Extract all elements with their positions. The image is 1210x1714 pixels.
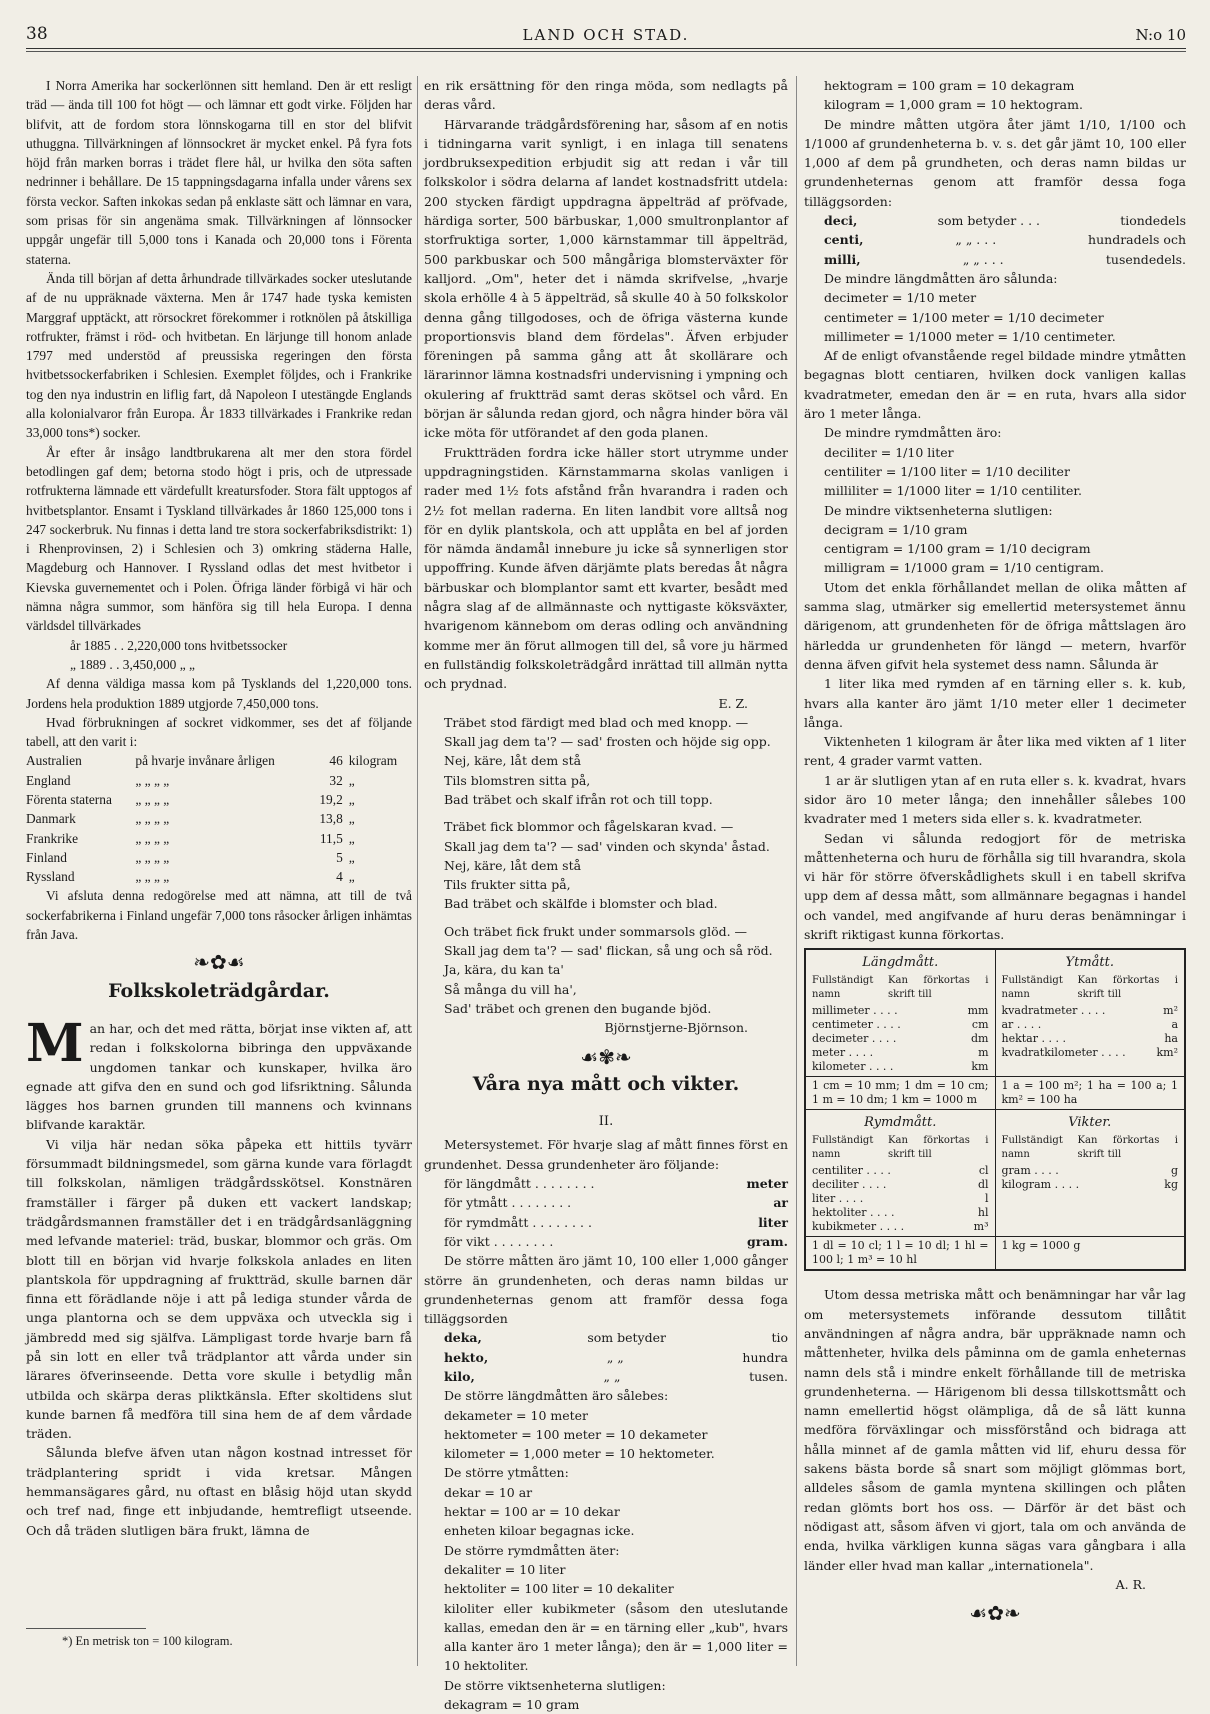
unit-name: liter — [758, 1214, 788, 1230]
full-name: decimeter . . . . — [812, 1032, 897, 1046]
full-name: gram . . . . — [1001, 1164, 1059, 1178]
value-cell: 13,8 — [319, 811, 343, 827]
text-line: dekaliter = 10 liter — [444, 1561, 566, 1577]
text-line: hektoliter = 100 liter = 10 dekaliter — [444, 1581, 674, 1597]
unit-table-row — [1002, 1004, 1179, 1018]
full-name: centiliter . . . . — [812, 1164, 891, 1178]
poem-line: Skall jag dem ta'? — sad' flickan, så ung och så röd. — [444, 943, 773, 959]
unit-table-row — [1002, 1032, 1179, 1046]
table-row — [26, 790, 412, 809]
prefix-list — [424, 1328, 788, 1386]
prefix-row — [824, 230, 1186, 249]
section-number: II. — [598, 1114, 614, 1130]
prefix-value: tio — [771, 1330, 788, 1346]
poem-line: Så många du vill ha', — [444, 981, 577, 997]
full-name: centimeter . . . . — [812, 1018, 901, 1032]
production-line: „ 1889 . . 3,450,000 „ „ — [70, 656, 195, 672]
table-row — [26, 867, 412, 886]
length-table: Längdmått. Fullständigt namn Kan förkortas i skrift till millimeter . . . . mm centimeter . . . . cm decimeter . . . . dm meter . . . . m kilometer . . . . km — [812, 955, 989, 1074]
article-paragraph: en rik ersättning för den ringa möda, som nedlagts på deras vård. — [424, 78, 788, 113]
area-note: 1 a = 100 m²; 1 ha = 100 a; 1 km² = 100 ha — [995, 1077, 1185, 1109]
unit-lines — [804, 76, 1186, 211]
text-line: De mindre måtten utgöra åter jämt 1/10, 1/100 och 1/1000 af grundenheterna b. v. s. det går jämt 10, 100 eller 1,000 af dem på grundheten, och deras namn bildas ur grundenheternas genom att framför dessa foga tilläggsorden: — [804, 116, 1186, 209]
prefix-row — [444, 1348, 788, 1367]
poem-line: Ja, kära, du kan ta' — [444, 962, 564, 978]
article-paragraph: Sålunda blefve äfven utan någon kostnad intresset för trädplantering spridt i vida kretsar. Mången hemmansägares gård, nu oftast en blåsig höjd utan skydd och tref nad, finge ett inbjudande, hemtrefligt utseende. Och då träden slutligen bära frukt, lämna de — [26, 1445, 412, 1538]
unit-table-row — [812, 1220, 989, 1234]
prefix-row — [824, 250, 1186, 269]
abbreviation: cl — [978, 1164, 989, 1178]
poem-line: Träbet stod färdigt med blad och med knopp. — — [444, 714, 749, 730]
prefix-meaning: som betyder . . . — [937, 213, 1041, 229]
value-cell: 19,2 — [319, 791, 343, 807]
unit-name: meter — [746, 1176, 788, 1192]
text-line: Af de enligt ofvanstående regel bildade mindre ytmåtten begagnas blott centiaren, hvilken dock vanligen kallas kvadratmeter, emedan den är = en ruta, hvars alla sidor äro 1 meter långa. — [804, 348, 1186, 422]
unit-label: för ytmått . . . . . . . . — [444, 1195, 572, 1211]
article-paragraph: Vi vilja här nedan söka påpeka ett hittils tyvärr försummadt bildningsmedel, som gärna kunde vara förlagdt till folkskolan, nämligen trädgårdsskötsel. Konstnären framställer i färger på duken ett vackert landskap; trädgårdsmannen framställer det i en trädgårdsanläggning med lefvande materiel: träd, buskar, blommor och gräs. Om blott till en början vid hvarje folkskola anlades en liten plantskola för uppdragning af fruktträd, skulle barnen där finna ett förädlande nöje i att på lediga stunder vårda de unga plantorna och se dem uppväxa och utveckla sig i jämbredd med sig själfva. Lämpligast torde hvarje barn få på sin lott en eller två trädplantor att vårda under sin lärares öfverinseende. Detta vore skulle i betydlig mån utbilda och skärpa deras pliktkänsla. Efter skoltidens slut kunde barnen få medföra till sina hem de af dem vårdade träden. — [26, 1136, 412, 1442]
text-line: kilometer = 1,000 meter = 10 hektometer. — [444, 1446, 715, 1462]
poem-line: Nej, käre, låt dem stå — [444, 753, 582, 769]
ornament-icon: ❧✿☙ — [193, 952, 245, 975]
signature: E. Z. — [718, 695, 748, 711]
prefix-value: tiondedels — [1120, 213, 1186, 229]
column-divider-2 — [796, 76, 797, 1666]
unit-cell: „ — [348, 849, 355, 865]
unit-cell: „ — [348, 772, 355, 788]
text-line: Sedan vi sålunda redogjort för de metriska måttenheterna och huru de förhålla sig till hvarandra, skola vi här för större öfverskådlighets skull i en tabell skrifva upp dem af dessa mått, som allmännare begagnas i handel och vandel, med angifvande af huru deras benämningar i skrift riktigast kunna förkortas. — [804, 830, 1186, 943]
poem-line: Sad' träbet och grenen den bugande bjöd. — [444, 1000, 712, 1016]
value-cell: 46 — [329, 753, 343, 769]
text-line: centimeter = 1/100 meter = 1/10 decimeter — [824, 309, 1104, 325]
text-line: milliliter = 1/1000 liter = 1/10 centiliter. — [824, 483, 1082, 499]
unit-cell: „ — [348, 869, 355, 885]
unit-table-row — [1002, 1178, 1179, 1192]
abbreviation: ha — [1164, 1032, 1178, 1046]
units-table — [804, 948, 1186, 1271]
text-line: De mindre viktsenheterna slutligen: — [824, 502, 1053, 518]
column-2 — [424, 76, 788, 1714]
article-paragraph: Utom dessa metriska mått och benämningar har vår lag om metersystemets införande dessutom tillåtit användningen af några andra, bär uppräknade namn och måttenheter, hvilka dels påminna om de gamla enheternas namn dels stå i mindre enkelt förhållande till de metriska grundenheterna. — Härigenom bli dessa tillskottsmått och namn emellertid högst olämpliga, då de så lätt kunna medföra förväxlingar och missförstånd och bidraga att hålla minnet af de gamla måtten vid lif, ehuru dessa för sakens bästa borde så snart som möjligt glömmas bort, alldeles såsom de gamla myntena skillingen och plåten redan glömts bort hos oss. — Därför är det bäst och nödigast att, såsom äfven vi gjort, tala om och använda de enda, hvilka värkligen kunna sägas vara gångbara i alla länder eller hvad man kallar „internationela". — [804, 1287, 1186, 1573]
column-3 — [804, 76, 1186, 1631]
poem-line: Nej, käre, låt dem stå — [444, 857, 582, 873]
abbreviation: m³ — [973, 1220, 989, 1234]
signature: Björnstjerne-Björnson. — [604, 1020, 748, 1036]
text-line: hektometer = 100 meter = 10 dekameter — [444, 1426, 708, 1442]
footnote: *) En metrisk ton = 100 kilogram. — [62, 1634, 233, 1648]
text-line: deciliter = 1/10 liter — [824, 444, 954, 460]
country-cell: Ryssland — [26, 869, 75, 885]
unit-table-row — [812, 1060, 989, 1074]
text-cell: „ „ „ „ — [135, 772, 170, 788]
prefix-name: deka, — [444, 1330, 482, 1346]
text-line: Viktenheten 1 kilogram är åter lika med vikten af 1 liter rent, 4 grader varmt vatten. — [804, 734, 1186, 769]
text-line: hektogram = 100 gram = 10 dekagram — [824, 78, 1075, 93]
abbreviation: m² — [1163, 1004, 1178, 1018]
weight-note: 1 kg = 1000 g — [995, 1237, 1185, 1269]
text-line: kiloliter eller kubikmeter (såsom den uteslutande kallas, emedan den är = en tärning eller „kub", hvars alla kanter äro 1 meter långa); den är = 1,000 liter = 10 hektoliter. — [444, 1600, 788, 1674]
unit-table-row — [812, 1192, 989, 1206]
value-cell: 32 — [329, 772, 343, 788]
article-paragraph: I Norra Amerika har sockerlönnen sitt hemland. Den är ett resligt träd — ända till 100 fot högt — och lämnar ett godt virke. Följden har blifvit, att de fordom stora lönnskogarna till en stor del blifvit uthuggna. Tillvärkningen af lönnsockret är mycket enkel. På fyra fots höjd från marken borras i trädet flere hål, ur hvilka den söta saften nedrinner i behållare. De 15 tappningsdagarna infalla under vårens sex första veckor. Saften inkokas sedan på enklaste sätt och lämnar en vara, som prisas för sin angenäma smak. Tillvärkningen af lönnsocker uppgår ungefär till 5,000 tons i Kanada och 20,000 tons i Förenta staterna. — [26, 78, 412, 267]
text-line: centiliter = 1/100 liter = 1/10 deciliter — [824, 463, 1070, 479]
unit-row — [444, 1174, 788, 1193]
poem — [424, 713, 788, 1018]
text-line: kilogram = 1,000 gram = 10 hektogram. — [824, 97, 1083, 113]
poem-line: Skall jag dem ta'? — sad' vinden och skynda' åstad. — [444, 838, 770, 854]
poem-line: Tils blomstren sitta på, — [444, 772, 591, 788]
text-line: hektar = 100 ar = 10 dekar — [444, 1504, 620, 1520]
prefix-name: kilo, — [444, 1369, 475, 1384]
text-cell: „ „ „ „ — [135, 869, 170, 885]
prefix-value: tusendedels. — [1105, 251, 1186, 267]
abbreviation: hl — [977, 1206, 989, 1220]
prefix-value: hundra — [742, 1349, 788, 1365]
prefix-name: hekto, — [444, 1349, 489, 1365]
prefix-value: tusen. — [749, 1369, 788, 1384]
consumption-table — [26, 751, 412, 886]
signature: A. R. — [1115, 1576, 1146, 1592]
prefix-name: deci, — [824, 213, 858, 229]
unit-cell: „ — [348, 791, 355, 807]
abbreviation: cm — [971, 1018, 989, 1032]
weight-table: Vikter. Fullständigt namn Kan förkortas i skrift till gram . . . . g kilogram . . . . kg — [995, 1110, 1185, 1236]
abbreviation: km² — [1156, 1046, 1178, 1060]
article-paragraph: Ända till början af detta århundrade tillvärkades socker uteslutande af de nu uppräknade växterna. Men år 1747 hade tyska kemisten Marggraf upptäckt, att rörsockret förekommer i rotknölen på åtskilliga rotfrukter, främst i röd- och hvitbetan. En lärjunge till honom anlade 1797 med understöd af preussiska regeringen den första hvitbetssockerfabriken i Schlesien. Exemplet följdes, och i Frankrike tog den nya industrin en liflig fart, då Napoleon I utestängde Englands alla kolonialvaror från Europa. År 1833 tillvärkades i Frankrike redan 33,000 tons*) socker. — [26, 270, 412, 441]
abbreviation: km — [971, 1060, 989, 1074]
unit-table-row — [812, 1206, 989, 1220]
poem-line — [444, 914, 788, 922]
text-line: decigram = 1/10 gram — [824, 521, 968, 537]
article-heading: Våra nya mått och vikter. — [472, 1072, 740, 1095]
unit-row — [444, 1232, 788, 1251]
unit-name: gram. — [746, 1233, 788, 1249]
article-paragraph: Metersystemet. För hvarje slag af mått finnes först en grundenhet. Dessa grundenheter äro följande: — [424, 1137, 788, 1172]
table-row — [26, 751, 412, 770]
poem-line: Träbet fick blommor och fågelskaran kvad. — — [444, 819, 734, 835]
unit-label: för rymdmått . . . . . . . . — [444, 1214, 592, 1230]
text-line: Utom det enkla förhållandet mellan de olika måtten af samma slag, utmärker sig emellertid metersystemet ännu därigenom, att grundenheten för de öfriga måttslagen äro härledda ur grundenheten för längd — metern, hvarför denna äfven gifvit hela systemet dess namn. Sålunda är — [804, 579, 1186, 672]
poem-line — [444, 809, 788, 817]
prefix-value: hundradels och — [1088, 232, 1186, 248]
text-cell: „ „ „ „ — [135, 849, 170, 865]
table-row — [26, 829, 412, 848]
prefix-row — [444, 1328, 788, 1347]
abbreviation: kg — [1164, 1178, 1178, 1192]
unit-row — [444, 1193, 788, 1212]
full-name: hektar . . . . — [1001, 1032, 1066, 1046]
text-cell: „ „ „ „ — [135, 830, 170, 846]
unit-table-row — [1002, 1164, 1179, 1178]
text-line: De större viktsenheterna slutligen: — [444, 1677, 666, 1693]
full-name: kilometer . . . . — [812, 1060, 894, 1074]
production-line: år 1885 . . 2,220,000 tons hvitbetssocker — [70, 637, 288, 653]
full-name: kilogram . . . . — [1001, 1178, 1080, 1192]
article-paragraph: Man har, och det med rätta, börjat inse vikten af, att redan i folkskolorna bibringa den uppväxande ungdomen tankar och kunskaper, hvilka äro egnade att gifva den en sund och god lifsriktning. Sålunda lägges hos barnen grunden till mannens och kvinnans blifvande karaktär. — [26, 1012, 412, 1133]
newspaper-page — [26, 22, 1186, 1713]
text-line: dekameter = 10 meter — [444, 1407, 589, 1423]
full-name: deciliter . . . . — [812, 1178, 887, 1192]
full-name: millimeter . . . . — [812, 1004, 898, 1018]
volume-note: 1 dl = 10 cl; 1 l = 10 dl; 1 hl = 100 l; 1 m³ = 10 hl — [812, 1239, 989, 1267]
abbreviation: m — [978, 1046, 989, 1060]
article-heading: Folkskoleträdgårdar. — [108, 979, 330, 1002]
drop-cap: M — [26, 1012, 84, 1074]
country-cell: Frankrike — [26, 830, 79, 846]
full-name: ar . . . . — [1001, 1018, 1042, 1032]
country-cell: Förenta staterna — [26, 791, 112, 807]
country-cell: England — [26, 772, 71, 788]
text-line: milligram = 1/1000 gram = 1/10 centigram. — [824, 560, 1104, 576]
issue-number: N:o 10 — [1135, 26, 1186, 44]
text-line: enheten kiloar begagnas icke. — [444, 1523, 635, 1539]
ornament-icon: ☙✾❧ — [580, 1044, 632, 1069]
abbreviation: g — [1170, 1164, 1178, 1178]
prefix-meaning: som betyder — [587, 1330, 666, 1346]
unit-cell: „ — [348, 811, 355, 827]
unit-table-row — [812, 1032, 989, 1046]
unit-table-row — [812, 1046, 989, 1060]
unit-lines — [424, 1386, 788, 1714]
text-line: De större rymdmåtten äter: — [444, 1542, 620, 1558]
prefix-row — [444, 1367, 788, 1386]
unit-table-row — [812, 1018, 989, 1032]
article-paragraph: Härvarande trädgårdsförening har, såsom af en notis i tidningarna varit synligt, i en inlaga till senatens jordbruksexpedition erbjudit sig att redan i vår till folkskolor i södra delarna af landet kostnadsfritt utdela: 200 stycken färdigt uppdragna äppelträd af pröfvade, härdiga sorter, 500 bärbuskar, 1,000 smultronplantor af storfruktiga sorter, 1,000 kärnstammar till äppelträd, 500 parkbuskar och 500 mångåriga blomsterväxter för kalljord. „Om", heter det i nämda skrifvelse, „hvarje skola erhölle 4 à 5 äppelträd, så skulle 40 à 50 folkskolor denna gång tillgodoses, och de öfriga västerna kunde proportionsvis bland dem fördelas". Äfven erbjuder föreningen på samma gång att åt skollärare och lärarinnor lämna kostnadsfri undervisning i ympning och okulering af fruktträd samt deras skötsel och vård. En början är sålunda redan gjord, och några hinder böra väl icke möta för utförandet af den goda planen. — [424, 116, 788, 441]
full-name: kvadratkilometer . . . . — [1001, 1046, 1126, 1060]
full-name: meter . . . . — [812, 1046, 874, 1060]
article-paragraph: Fruktträden fordra icke häller stort utrymme under uppdragningstiden. Kärnstammarna skolas vanligen i rader med 1½ fots afstånd från hvarandra i raden och 2½ fot mellan raderna. En liten landbit vore alltså nog för en dylik plantskola, och att upplåta en bel af jorden för nämda ändamål innebure ju icke så synnerligen stor uppoffring. Kunde äfven därjämte plats beredas åt några bärbuskar och blomplantor samt ett kvarter, besådt med några slag af de allmännaste och nyttigaste köksväxter, hvarigenom kännebom om deras odling och användning komme mer än förut allmogen till del, så vore ju härmed en fullständig folkskoleträdgård inrättad till allmän nytta och prydnad. — [424, 444, 788, 692]
abbreviation: l — [984, 1192, 989, 1206]
prefix-row — [824, 211, 1186, 230]
text-line: dekar = 10 ar — [444, 1484, 533, 1500]
unit-label: för längdmått . . . . . . . . — [444, 1176, 595, 1192]
table-row — [26, 809, 412, 828]
header-rule-2 — [26, 51, 1186, 52]
value-cell: 11,5 — [319, 830, 343, 846]
column-divider-1 — [417, 76, 418, 1666]
text-line: millimeter = 1/1000 meter = 1/10 centimeter. — [824, 328, 1116, 344]
text-cell: „ „ „ „ — [135, 791, 170, 807]
prefix-name: milli, — [824, 251, 861, 267]
text-cell: på hvarje invånare årligen — [135, 753, 275, 769]
poem-line: Bad träbet och skalf ifrån rot och till topp. — [444, 791, 713, 807]
text-line: De större längdmåtten äro sålebes: — [444, 1388, 669, 1404]
value-cell: 4 — [336, 869, 343, 885]
prefix-meaning: „ „ . . . — [962, 251, 1004, 267]
poem-line: Och träbet fick frukt under sommarsols glöd. — — [444, 923, 748, 939]
article-paragraph: Af denna väldiga massa kom på Tysklands del 1,220,000 tons. Jordens hela produktion 1889 utgjorde 7,450,000 tons. — [26, 676, 412, 711]
text-line: 1 ar är slutligen ytan af en ruta eller s. k. kvadrat, hvars sidor äro 10 meter långa; den innehåller sålebes 100 kvadrater med 1 meters sida eller s. k. kvadratmeter. — [804, 772, 1186, 827]
full-name: kubikmeter . . . . — [812, 1220, 905, 1234]
text-line: decimeter = 1/10 meter — [824, 290, 977, 306]
prefix-list — [804, 211, 1186, 269]
unit-name: ar — [773, 1195, 788, 1211]
full-name: kvadratmeter . . . . — [1001, 1004, 1106, 1018]
length-note: 1 cm = 10 mm; 1 dm = 10 cm; 1 m = 10 dm; 1 km = 1000 m — [812, 1079, 989, 1107]
text-line: 1 liter lika med rymden af en tärning eller s. k. kub, hvars alla kanter äro jämt 1/10 meter eller 1 decimeter långa. — [804, 676, 1186, 730]
country-cell: Danmark — [26, 811, 76, 827]
text-line: De större ytmåtten: — [444, 1465, 569, 1481]
prefix-meaning: „ „ — [606, 1349, 624, 1365]
country-cell: Australien — [26, 753, 82, 769]
abbreviation: dm — [971, 1032, 989, 1046]
full-name: liter . . . . — [812, 1192, 864, 1206]
volume-table: Rymdmått. Fullständigt namn Kan förkortas i skrift till centiliter . . . . cl deciliter . . . . dl liter . . . . l hektoliter . . . . hl kubikmeter . . . . m³ — [812, 1115, 989, 1234]
table-row — [26, 848, 412, 867]
unit-table-row — [812, 1164, 989, 1178]
article-paragraph: Hvad förbrukningen af sockret vidkommer, ses det af följande tabell, att den varit i: — [26, 714, 412, 750]
unit-label: för vikt . . . . . . . . — [444, 1233, 554, 1249]
article-paragraph: De större måtten äro jämt 10, 100 eller 1,000 gånger större än grundenheten, och deras namn bildas ur grundenheternas genom att framför dessa foga tilläggsorden — [424, 1253, 788, 1327]
poem-line: Skall jag dem ta'? — sad' frosten och höjde sig opp. — [444, 734, 771, 750]
unit-table-row — [1002, 1046, 1179, 1060]
text-line: centigram = 1/100 gram = 1/10 decigram — [824, 541, 1091, 557]
prefix-meaning: „ „ — [603, 1369, 621, 1384]
header-rule — [26, 48, 1186, 49]
prefix-meaning: „ „ . . . — [955, 232, 997, 248]
abbreviation: a — [1171, 1018, 1178, 1032]
text-line: De mindre rymdmåtten äro: — [824, 425, 1002, 441]
text-cell: „ „ „ „ — [135, 811, 170, 827]
country-cell: Finland — [26, 849, 67, 865]
publication-title: LAND OCH STAD. — [522, 26, 690, 44]
table-row — [26, 771, 412, 790]
prefix-name: centi, — [824, 232, 864, 248]
footnote-rule — [26, 1628, 146, 1629]
full-name: hektoliter . . . . — [812, 1206, 895, 1220]
unit-lines — [804, 269, 1186, 944]
page-number: 38 — [26, 24, 48, 44]
value-cell: 5 — [336, 849, 343, 865]
unit-table-row — [812, 1178, 989, 1192]
article-paragraph: Vi afsluta denna redogörelse med att nämna, att till de två sockerfabrikerna i Finland ungefär 7,000 tons råsocker årligen inhämtas från Java. — [26, 888, 412, 943]
unit-table-row — [812, 1004, 989, 1018]
poem-line: Tils frukter sitta på, — [444, 877, 571, 893]
column-1 — [26, 76, 412, 1540]
abbreviation: dl — [977, 1178, 989, 1192]
unit-table-row — [1002, 1018, 1179, 1032]
unit-row — [444, 1213, 788, 1232]
unit-cell: kilogram — [348, 753, 398, 769]
base-units-list — [424, 1174, 788, 1251]
ornament-icon: ☙✿❧ — [969, 1601, 1021, 1626]
text-line: De mindre längdmåtten äro sålunda: — [824, 270, 1058, 286]
poem-line: Bad träbet och skälfde i blomster och blad. — [444, 896, 718, 912]
area-table: Ytmått. Fullständigt namn Kan förkortas i skrift till kvadratmeter . . . . m² ar . . . . a hektar . . . . ha kvadratkilometer . . . . km² — [995, 950, 1185, 1076]
text-line: dekagram = 10 gram — [444, 1697, 580, 1713]
article-paragraph: År efter år insågo landtbrukarena alt mer den stora fördel betodlingen gaf dem; betorna stodo högt i pris, och de utpressade rotfrukterna lämnade ett värdefullt kreatursfoder. Stora fält upptogos af hvitbetsplantor. Ensamt i Tyskland tillvärkades år 1860 125,000 tons i 247 sockerbruk. Nu finnas i detta land tre stora sockerfabriksdistrikt: 1) i Rhenprovinsen, 2) i Schlesien och 3) omkring städerna Halle, Magdeburg och Hannover. I Ryssland odlas det mest hvitbetor i Kievska guvernementet och i Polen. Öfriga länder förbigå vi här och nämna några summor, som hänföra sig till hela Europa. I denna världsdel tillvärkades — [26, 444, 412, 634]
abbreviation: mm — [967, 1004, 989, 1018]
unit-cell: „ — [348, 830, 355, 846]
